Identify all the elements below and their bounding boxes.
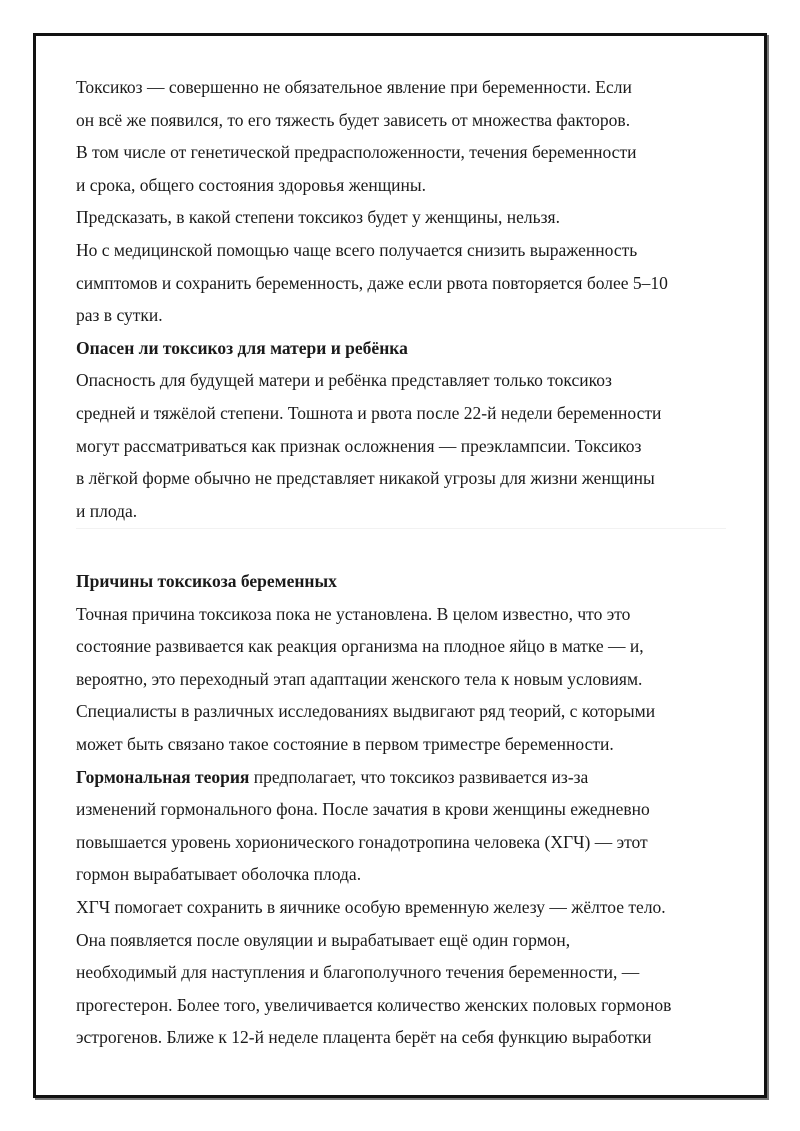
paragraph-line: В том числе от генетической предрасположенности, течения беременности <box>76 142 637 163</box>
paragraph-line: может быть связано такое состояние в первом триместре беременности. <box>76 733 614 754</box>
paragraph-line: в лёгкой форме обычно не представляет никакой угрозы для жизни женщины <box>76 468 655 489</box>
paragraph-line: раз в сутки. <box>76 305 163 326</box>
paragraph-line: Предсказать, в какой степени токсикоз будет у женщины, нельзя. <box>76 207 560 228</box>
paragraph-line: повышается уровень хорионического гонадотропина человека (ХГЧ) — этот <box>76 831 648 852</box>
paragraph-line: вероятно, это переходный этап адаптации женского тела к новым условиям. <box>76 668 643 689</box>
section-heading-danger: Опасен ли токсикоз для матери и ребёнка <box>76 337 408 358</box>
paragraph-line: Токсикоз — совершенно не обязательное явление при беременности. Если <box>76 77 632 97</box>
paragraph-line: Но с медицинской помощью чаще всего получается снизить выраженность <box>76 239 638 260</box>
paragraph-line-hormonal <box>76 761 736 794</box>
paragraph-line: симптомов и сохранить беременность, даже если рвота повторяется более 5–10 <box>76 272 668 293</box>
paragraph-line: изменений гормонального фона. После зачатия в крови женщины ежедневно <box>76 799 650 820</box>
paragraph-line: Точная причина токсикоза пока не установлена. В целом известно, что это <box>76 603 631 624</box>
paragraph-line: могут рассматриваться как признак осложнения — преэклампсии. Токсикоз <box>76 435 642 456</box>
paragraph-line: ХГЧ помогает сохранить в яичнике особую временную железу — жёлтое тело. <box>76 896 666 917</box>
section-heading-causes: Причины токсикоза беременных <box>76 571 337 591</box>
paragraph-line: состояние развивается как реакция организма на плодное яйцо в матке — и, <box>76 636 644 657</box>
paragraph-line: необходимый для наступления и благополучного течения беременности, — <box>76 962 640 983</box>
paragraph-line: Специалисты в различных исследованиях выдвигают ряд теорий, с которыми <box>76 701 656 722</box>
paragraph-line: эстрогенов. Ближе к 12-й неделе плацента берёт на себя функцию выработки <box>76 1027 652 1048</box>
paragraph-line: Она появляется после овуляции и вырабатывает ещё один гормон, <box>76 929 571 950</box>
paragraph-line: он всё же появился, то его тяжесть будет зависеть от множества факторов. <box>76 109 631 130</box>
paragraph-line: прогестерон. Более того, увеличивается количество женских половых гормонов <box>76 994 672 1015</box>
hormonal-theory-term: Гормональная теория <box>76 766 250 787</box>
paragraph-line: и плода. <box>76 500 138 521</box>
paragraph-line: и срока, общего состояния здоровья женщины. <box>76 174 427 195</box>
paragraph-line: Опасность для будущей матери и ребёнка представляет только токсикоз <box>76 370 612 391</box>
paragraph-line: гормон вырабатывает оболочка плода. <box>76 864 362 885</box>
hormonal-theory-text: предполагает, что токсикоз развивается из-за <box>249 766 589 787</box>
section-causes <box>76 565 736 1054</box>
section-toxicosis-intro <box>76 71 736 527</box>
section-divider <box>76 528 726 529</box>
paragraph-line: средней и тяжёлой степени. Тошнота и рвота после 22-й недели беременности <box>76 402 662 423</box>
